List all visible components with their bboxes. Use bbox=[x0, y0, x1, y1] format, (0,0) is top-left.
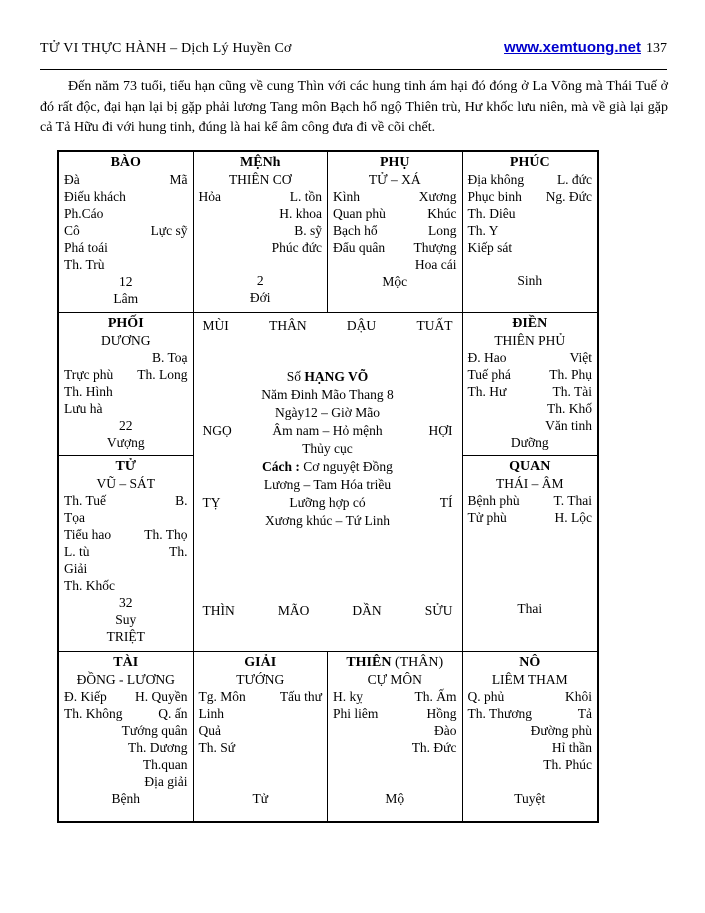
palace-thien bbox=[328, 652, 463, 821]
cell-line: Th. Sứ bbox=[198, 740, 236, 755]
cell-line: Th. Hình bbox=[64, 384, 113, 399]
cell-line: Th. Y bbox=[467, 223, 499, 238]
center-line: Số HẠNG VÕ bbox=[286, 369, 369, 384]
intro-paragraph: Đến năm 73 tuổi, tiểu hạn cũng về cung Thìn với các hung tinh ám hại đó đóng ở La Võng mà Thái Tuế ở đó rất độc, đại hạn lại bị gặp phải lương Tang môn Bạch hổ ngộ Thiên trù, Hư khốc lưu niên, mà về già lại gặp cả Tả Hữu đi với hung tinh, đúng là hai kể âm công đưa đi về cõi chết. bbox=[40, 79, 668, 135]
main-star: TƯỚNG bbox=[236, 672, 285, 687]
cell-line: Th. Phúc bbox=[543, 757, 592, 772]
cell-line: Đẩu quân Thượng bbox=[333, 240, 457, 255]
palace-title: PHỤ bbox=[379, 155, 410, 170]
palace-title: PHỐI bbox=[107, 316, 144, 331]
cell-line: Cô Lực sỹ bbox=[64, 223, 188, 238]
website-link[interactable]: www.xemtuong.net bbox=[504, 39, 641, 56]
cell-line: Q. phủ Khôi bbox=[467, 689, 592, 704]
center-line: Ngày12 – Giờ Mão bbox=[274, 405, 380, 420]
tuvi-chart bbox=[57, 150, 599, 823]
cell-line: Lưu hà bbox=[64, 401, 103, 416]
spacer bbox=[468, 256, 593, 272]
cell-line: TRIỆT bbox=[106, 629, 145, 644]
cell-line: Th. Đức bbox=[411, 740, 457, 755]
center-line: Âm nam – Hỏ mệnh NGỌ HỢI bbox=[202, 423, 453, 438]
palace-phoi bbox=[59, 313, 194, 456]
cell-line: 22 bbox=[119, 418, 133, 433]
branch-label: SỬU bbox=[424, 603, 453, 618]
cell-line: Bệnh bbox=[111, 791, 140, 806]
palace-tai bbox=[59, 652, 194, 821]
palace-title: THIÊN (THÂN) bbox=[346, 655, 444, 670]
palace-quan bbox=[463, 456, 598, 652]
cell-line: Th. Không Q. ấn bbox=[64, 706, 188, 721]
spacer bbox=[468, 773, 593, 790]
branch-label: MÃO bbox=[277, 603, 310, 618]
cell-line: Th. Khố bbox=[547, 401, 592, 416]
palace-dien bbox=[463, 313, 598, 456]
branch-label: NGỌ bbox=[202, 423, 232, 438]
branch-label: DẦN bbox=[352, 603, 382, 618]
cell-line: Tử phù H. Lộc bbox=[467, 510, 592, 525]
cell-line: Tiểu hao Th. Thọ bbox=[64, 527, 188, 542]
branch-label: THÌN bbox=[202, 603, 235, 618]
center-line: Cách : Cơ nguyệt Đồng bbox=[262, 459, 393, 474]
main-star: VŨ – SÁT bbox=[96, 476, 155, 491]
branch-label: TÍ bbox=[439, 495, 453, 510]
cell-line: Bạch hổ Long bbox=[333, 223, 457, 238]
cell-line: Linh bbox=[198, 706, 224, 721]
cell-line: Đới bbox=[249, 290, 271, 305]
chart-center bbox=[194, 313, 463, 652]
cell-line: Th.quan bbox=[142, 757, 188, 772]
cell-line: Tướng quân bbox=[121, 723, 188, 738]
cell-line: Th. Hư Th. Tài bbox=[467, 384, 592, 399]
main-star: DƯƠNG bbox=[101, 333, 151, 348]
cell-line: Mộ bbox=[385, 791, 405, 806]
branch-label: TUẤT bbox=[416, 318, 453, 333]
cell-line: Đào bbox=[434, 723, 457, 738]
cell-line: 32 bbox=[119, 595, 133, 610]
palace-title: MỆNh bbox=[240, 155, 281, 170]
cell-line: Hỉ thần bbox=[551, 740, 592, 755]
center-line: Xương khúc – Tứ Linh bbox=[264, 513, 390, 528]
cell-line: Văn tinh bbox=[545, 418, 592, 433]
cell-line: Thai bbox=[517, 601, 543, 616]
palace-tu bbox=[59, 456, 194, 652]
cell-line: Tg. Môn Tấu thư bbox=[198, 689, 322, 704]
cell-line: H. kỵ Th. Ấm bbox=[333, 689, 457, 704]
center-info bbox=[194, 368, 462, 530]
palace-bao bbox=[59, 152, 194, 313]
spacer bbox=[199, 756, 323, 790]
main-star: THIÊN PHỦ bbox=[494, 333, 566, 348]
main-star: ĐỒNG - LƯƠNG bbox=[76, 672, 175, 687]
branch-label: TỴ bbox=[202, 495, 221, 510]
cell-line: Dưỡng bbox=[510, 435, 549, 450]
palace-title: NÔ bbox=[519, 655, 541, 670]
cell-line: B. sỹ bbox=[294, 223, 322, 238]
center-line: Thủy cục bbox=[302, 441, 353, 456]
cell-line: Kình Xương bbox=[333, 189, 457, 204]
palace-giai bbox=[194, 652, 329, 821]
cell-line: Tọa bbox=[64, 510, 85, 525]
cell-line: Bệnh phù T. Thai bbox=[467, 493, 592, 508]
page-header-right bbox=[504, 39, 667, 57]
cell-line: Quả bbox=[198, 723, 221, 738]
palace-no bbox=[463, 652, 598, 821]
cell-line: Th. Dương bbox=[128, 740, 188, 755]
cell-line: Hỏa L. tồn bbox=[198, 189, 322, 204]
palace-title: ĐIỀN bbox=[512, 316, 548, 331]
center-line: Lưỡng hợp có TỴ TÍ bbox=[202, 495, 453, 510]
cell-line: Đường phù bbox=[530, 723, 592, 738]
branch-label: HỢI bbox=[428, 423, 453, 438]
main-star: TỬ – XÁ bbox=[368, 172, 421, 187]
cell-line: Lâm bbox=[113, 291, 139, 306]
page-number: 137 bbox=[646, 41, 667, 56]
palace-title: GIẢI bbox=[244, 655, 277, 670]
center-line: Năm Đinh Mão Thang 8 bbox=[261, 387, 394, 402]
spacer bbox=[333, 756, 457, 790]
cell-line: Quan phù Khúc bbox=[333, 206, 457, 221]
cell-line: H. khoa bbox=[279, 206, 322, 221]
cell-line: Th. Khốc bbox=[64, 578, 115, 593]
spacer bbox=[468, 526, 593, 600]
main-star: CỰ MÔN bbox=[367, 672, 422, 687]
palace-menh bbox=[194, 152, 329, 313]
branch-label: MÙI bbox=[202, 318, 229, 333]
spacer bbox=[199, 256, 323, 272]
palace-phuc bbox=[463, 152, 598, 313]
cell-line: 12 bbox=[119, 274, 133, 289]
cell-line: Tử bbox=[252, 791, 269, 806]
cell-line: Th. Diêu bbox=[467, 206, 516, 221]
cell-line: Phá toái bbox=[64, 240, 108, 255]
palace-title: BÀO bbox=[110, 155, 141, 170]
cell-line: Điếu khách bbox=[64, 189, 126, 204]
cell-line: 2 bbox=[256, 273, 264, 288]
cell-line: Phi liêm Hồng bbox=[333, 706, 457, 721]
cell-line: Th. Tuế B. bbox=[64, 493, 188, 508]
branch-label: DẬU bbox=[346, 318, 377, 333]
palace-title: TÀI bbox=[113, 655, 139, 670]
cell-line: Tuyệt bbox=[514, 791, 546, 806]
cell-line: Phúc đức bbox=[271, 240, 322, 255]
center-branches-top bbox=[194, 317, 462, 334]
cell-line: Tuế phá Th. Phụ bbox=[467, 367, 592, 382]
cell-line: Th. Thương Tả bbox=[467, 706, 592, 721]
main-star: THÁI – ÂM bbox=[496, 476, 564, 491]
header-divider bbox=[40, 69, 667, 70]
cell-line: Địa không L. đức bbox=[467, 172, 592, 187]
cell-line: Đà Mã bbox=[64, 172, 188, 187]
cell-line: Đ. Hao Việt bbox=[467, 350, 592, 365]
palace-title: TỬ bbox=[115, 459, 136, 474]
palace-phu bbox=[328, 152, 463, 313]
cell-line: Suy bbox=[115, 612, 137, 627]
branch-label: THÂN bbox=[269, 318, 307, 333]
cell-line: Vượng bbox=[106, 435, 145, 450]
cell-line: Giải bbox=[64, 561, 88, 576]
cell-line: Th. Trù bbox=[64, 257, 105, 272]
main-star: THIÊN CƠ bbox=[228, 172, 292, 187]
cell-line: L. tù Th. bbox=[64, 544, 188, 559]
cell-line: B. Toạ bbox=[151, 350, 188, 365]
center-line: Lương – Tam Hóa triều bbox=[263, 477, 392, 492]
cell-line: Sinh bbox=[517, 273, 543, 288]
cell-line: Kiếp sát bbox=[467, 240, 513, 255]
cell-line: Địa giải bbox=[144, 774, 188, 789]
palace-title: QUAN bbox=[509, 459, 551, 474]
cell-line: Phục binh Ng. Đức bbox=[467, 189, 592, 204]
cell-line: Trực phù Th. Long bbox=[64, 367, 188, 382]
palace-title: PHÚC bbox=[509, 155, 550, 170]
cell-line: Ph.Cáo bbox=[64, 206, 104, 221]
page-header-title: TỬ VI THỰC HÀNH – Dịch Lý Huyền Cơ bbox=[40, 41, 292, 56]
center-branches-bottom bbox=[194, 602, 462, 619]
cell-line: Hoa cái bbox=[414, 257, 457, 272]
cell-line: Đ. Kiếp H. Quyền bbox=[64, 689, 188, 704]
main-star: LIÊM THAM bbox=[491, 672, 568, 687]
cell-line: Mộc bbox=[382, 274, 408, 289]
